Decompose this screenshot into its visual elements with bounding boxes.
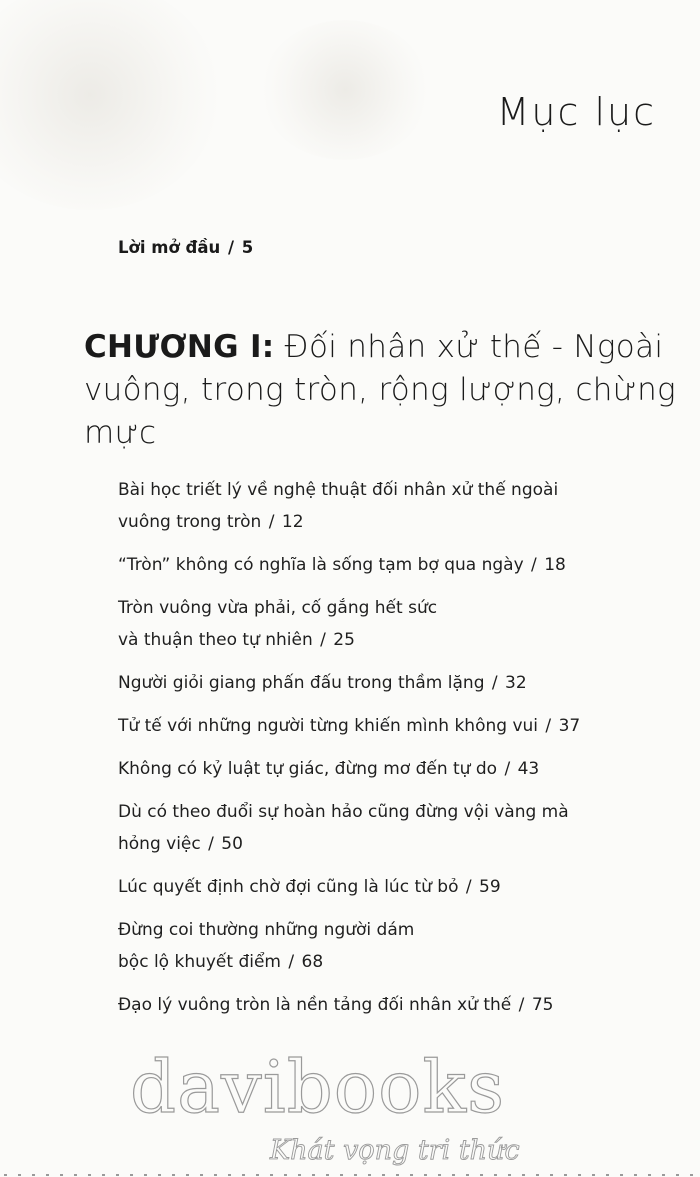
toc-entry-line: [118, 989, 678, 1021]
edge-mark: [536, 1174, 539, 1176]
toc-entry: [118, 989, 678, 1021]
page-separator: /: [288, 952, 300, 972]
toc-entry: [118, 796, 678, 860]
page-separator: /: [208, 834, 220, 854]
toc-entry-line: [118, 710, 678, 742]
toc-entry-page: 12: [281, 512, 304, 532]
edge-mark: [298, 1174, 301, 1176]
watermark-logo: [120, 1045, 560, 1175]
foreword-entry: [118, 238, 253, 257]
edge-mark: [480, 1174, 483, 1176]
edge-mark: [606, 1174, 609, 1176]
toc-entry-line: [118, 796, 678, 828]
edge-mark: [74, 1174, 77, 1176]
toc-entry-page: 37: [558, 716, 581, 736]
edge-mark: [312, 1174, 315, 1176]
toc-entry: [118, 549, 678, 581]
toc-entry: [118, 592, 678, 656]
edge-mark: [116, 1174, 119, 1176]
edge-mark: [130, 1174, 133, 1176]
toc-entry-page: 32: [505, 673, 527, 693]
edge-mark: [60, 1174, 63, 1176]
edge-mark: [88, 1174, 91, 1176]
edge-mark: [340, 1174, 343, 1176]
toc-entries-list: [118, 474, 678, 1032]
toc-entry-page: 25: [333, 630, 355, 650]
watermark-name: davibooks: [130, 1045, 506, 1129]
toc-entry-line: [118, 474, 678, 506]
toc-entry: [118, 914, 678, 978]
edge-mark: [326, 1174, 329, 1176]
toc-entry-line: [118, 946, 678, 978]
toc-entry-line: [118, 624, 678, 656]
toc-entry-title: Tròn vuông vừa phải, cố gắng hết sức: [118, 598, 438, 618]
page-separator: /: [320, 630, 332, 650]
page-separator: /: [531, 555, 543, 575]
foreword-label: Lời mở đầu: [118, 238, 221, 257]
page-separator: /: [227, 238, 240, 257]
toc-entry-page: 75: [531, 995, 554, 1015]
toc-entry-title: Đạo lý vuông tròn là nền tảng đối nhân xử thế: [118, 995, 512, 1015]
edge-mark: [550, 1174, 553, 1176]
toc-entry-page: 59: [479, 877, 501, 897]
toc-entry-title: Lúc quyết định chờ đợi cũng là lúc từ bỏ: [118, 877, 459, 897]
toc-entry-page: 43: [517, 759, 540, 779]
toc-entry-line: [118, 914, 678, 946]
page-separator: /: [465, 877, 478, 897]
edge-mark: [32, 1174, 35, 1176]
toc-entry-line: [118, 828, 678, 860]
edge-mark: [256, 1174, 259, 1176]
page-title: Mục lục: [496, 90, 656, 134]
chapter-heading: [84, 326, 684, 455]
edge-mark: [18, 1174, 21, 1176]
toc-entry: [118, 667, 678, 699]
edge-mark: [242, 1174, 245, 1176]
toc-entry-title: bộc lộ khuyết điểm: [118, 952, 281, 972]
page-edge-marks: [0, 1167, 700, 1177]
edge-mark: [172, 1174, 175, 1176]
edge-mark: [270, 1174, 273, 1176]
edge-mark: [648, 1174, 651, 1176]
edge-mark: [382, 1174, 385, 1176]
toc-entry-page: 18: [544, 555, 566, 575]
edge-mark: [228, 1174, 231, 1176]
edge-mark: [466, 1174, 469, 1176]
toc-entry-title: Tử tế với những người từng khiến mình không vui: [118, 716, 539, 736]
toc-entry-title: hỏng việc: [118, 834, 201, 854]
toc-entry-title: Đừng coi thường những người dám: [118, 920, 415, 940]
edge-mark: [690, 1174, 693, 1176]
toc-entry-title: Người giỏi giang phấn đấu trong thầm lặng: [118, 673, 485, 693]
toc-entry: [118, 753, 678, 785]
toc-entry: [118, 710, 678, 742]
page-separator: /: [545, 716, 557, 736]
toc-entry-line: [118, 667, 678, 699]
toc-entry-title: Dù có theo đuổi sự hoàn hảo cũng đừng vội vàng mà: [118, 802, 569, 822]
edge-mark: [578, 1174, 581, 1176]
edge-mark: [158, 1174, 161, 1176]
edge-mark: [410, 1174, 413, 1176]
toc-entry: [118, 871, 678, 903]
edge-mark: [186, 1174, 189, 1176]
edge-mark: [354, 1174, 357, 1176]
edge-mark: [592, 1174, 595, 1176]
edge-mark: [46, 1174, 49, 1176]
edge-mark: [522, 1174, 525, 1176]
toc-entry-line: [118, 549, 678, 581]
toc-entry: [118, 474, 678, 538]
edge-mark: [634, 1174, 637, 1176]
edge-mark: [676, 1174, 679, 1176]
bleed-through-stain: [260, 20, 430, 160]
edge-mark: [284, 1174, 287, 1176]
toc-entry-title: Không có kỷ luật tự giác, đừng mơ đến tự do: [118, 759, 498, 779]
edge-mark: [396, 1174, 399, 1176]
bleed-through-stain: [0, 0, 220, 210]
toc-entry-page: 50: [221, 834, 243, 854]
edge-mark: [620, 1174, 623, 1176]
toc-entry-line: [118, 871, 678, 903]
edge-mark: [4, 1174, 7, 1176]
toc-entry-title: vuông trong tròn: [118, 512, 262, 532]
edge-mark: [438, 1174, 441, 1176]
page-separator: /: [491, 673, 504, 693]
foreword-page: 5: [241, 238, 254, 257]
edge-mark: [200, 1174, 203, 1176]
toc-entry-line: [118, 592, 678, 624]
edge-mark: [564, 1174, 567, 1176]
edge-mark: [508, 1174, 511, 1176]
toc-entry-line: [118, 506, 678, 538]
toc-entry-title: “Tròn” không có nghĩa là sống tạm bợ qua ngày: [118, 555, 524, 575]
edge-mark: [368, 1174, 371, 1176]
edge-mark: [102, 1174, 105, 1176]
chapter-label: CHƯƠNG I:: [84, 329, 275, 365]
page-separator: /: [268, 512, 280, 532]
edge-mark: [214, 1174, 217, 1176]
watermark-tagline: Khát vọng tri thức: [270, 1135, 520, 1166]
toc-entry-title: và thuận theo tự nhiên: [118, 630, 313, 650]
edge-mark: [144, 1174, 147, 1176]
edge-mark: [452, 1174, 455, 1176]
toc-entry-line: [118, 753, 678, 785]
edge-mark: [424, 1174, 427, 1176]
toc-entry-title: Bài học triết lý về nghệ thuật đối nhân xử thế ngoài: [118, 480, 559, 500]
toc-entry-page: 68: [301, 952, 324, 972]
chapter-title: Đối nhân xử thế - Ngoài vuông, trong tròn, rộng lượng, chừng mực: [84, 329, 676, 451]
page-separator: /: [504, 759, 516, 779]
page-separator: /: [518, 995, 530, 1015]
edge-mark: [494, 1174, 497, 1176]
edge-mark: [662, 1174, 665, 1176]
